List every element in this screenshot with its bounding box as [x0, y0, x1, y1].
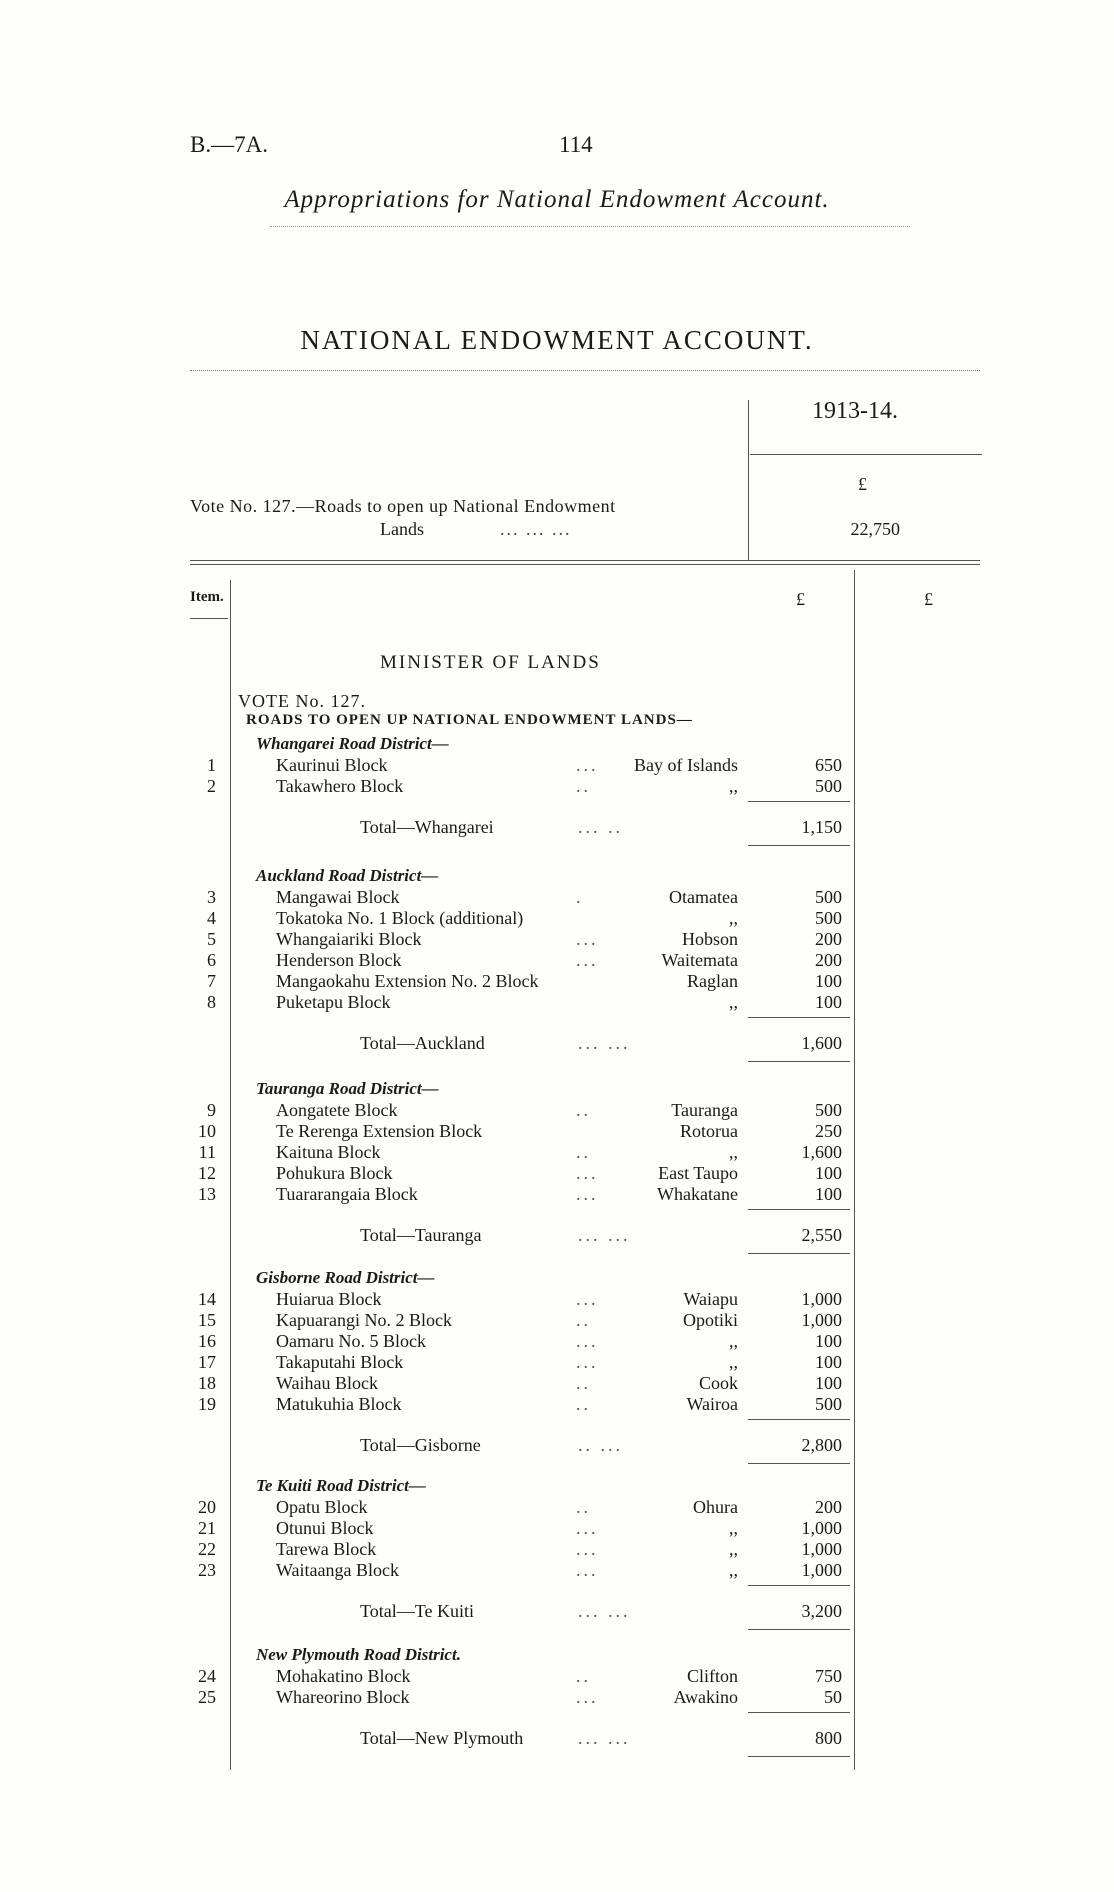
location-name: ,,	[729, 1352, 738, 1372]
subtotal-rule	[748, 1585, 850, 1586]
item-amount: 1,000	[801, 1560, 842, 1580]
item-amount: 50	[824, 1687, 842, 1707]
summary-vote-label-continued: Lands	[380, 519, 424, 539]
minister-heading: MINISTER OF LANDS	[380, 652, 601, 673]
summary-vote-amount: 22,750	[850, 519, 900, 539]
item-amount: 100	[815, 1184, 842, 1204]
location-name: Waitemata	[661, 950, 738, 970]
location-name: Bay of Islands	[634, 755, 738, 775]
leader-dots: ...	[576, 1539, 599, 1559]
district-heading: Te Kuiti Road District—	[256, 1476, 426, 1495]
item-column-header: Item.	[190, 589, 224, 605]
block-name: Takaputahi Block	[276, 1352, 404, 1372]
location-name: ,,	[729, 1142, 738, 1162]
page-title: NATIONAL ENDOWMENT ACCOUNT.	[300, 325, 814, 355]
item-number: 25	[198, 1687, 216, 1707]
item-amount: 200	[815, 950, 842, 970]
leader-dots: ..	[576, 1373, 591, 1393]
item-number: 18	[198, 1373, 216, 1393]
block-name: Puketapu Block	[276, 992, 391, 1012]
total-leader-dots: ... ..	[578, 817, 623, 837]
total-column-header: £	[924, 589, 933, 609]
year-rule	[750, 454, 982, 455]
item-amount: 100	[815, 992, 842, 1012]
item-number: 10	[198, 1121, 216, 1141]
item-amount: 500	[815, 887, 842, 907]
item-number: 6	[207, 950, 216, 970]
total-leader-dots: ... ...	[578, 1033, 631, 1053]
location-name: Ohura	[693, 1497, 738, 1517]
leader-dots: ..	[576, 1394, 591, 1414]
district-total-label: Total—Whangarei	[360, 817, 494, 837]
item-amount: 500	[815, 1100, 842, 1120]
block-name: Tuararangaia Block	[276, 1184, 418, 1204]
summary-pound-symbol: £	[858, 474, 867, 494]
district-total-amount: 3,200	[801, 1601, 842, 1621]
location-name: Wairoa	[686, 1394, 738, 1414]
total-rule	[748, 1756, 850, 1757]
item-amount: 200	[815, 1497, 842, 1517]
block-name: Tokatoka No. 1 Block (additional)	[276, 908, 524, 928]
block-name: Matukuhia Block	[276, 1394, 402, 1414]
summary-rule-top	[190, 560, 980, 561]
item-number: 9	[207, 1100, 216, 1120]
district-total-amount: 1,150	[801, 817, 842, 837]
subtotal-rule	[748, 1209, 850, 1210]
district-total-label: Total—New Plymouth	[360, 1728, 524, 1748]
location-name: ,,	[729, 1518, 738, 1538]
block-name: Kaituna Block	[276, 1142, 381, 1162]
item-amount: 100	[815, 1163, 842, 1183]
header-rule	[270, 226, 910, 227]
block-name: Aongatete Block	[276, 1100, 398, 1120]
total-leader-dots: ... ...	[578, 1225, 631, 1245]
leader-dots: ...	[576, 929, 599, 949]
running-title: Appropriations for National Endowment Account.	[284, 186, 830, 213]
block-name: Opatu Block	[276, 1497, 368, 1517]
location-name: Raglan	[687, 971, 738, 991]
leader-dots: ...	[576, 1352, 599, 1372]
summary-rule-bottom	[190, 564, 980, 565]
item-amount: 100	[815, 1352, 842, 1372]
summary-dots: ... ... ...	[500, 519, 572, 539]
summary-year: 1913-14.	[812, 398, 898, 424]
block-name: Henderson Block	[276, 950, 402, 970]
district-total-label: Total—Te Kuiti	[360, 1601, 474, 1621]
vote-heading: VOTE No. 127.	[238, 691, 366, 711]
leader-dots: ..	[576, 1100, 591, 1120]
district-total-label: Total—Auckland	[360, 1033, 485, 1053]
item-amount: 650	[815, 755, 842, 775]
total-rule	[748, 1061, 850, 1062]
item-number: 11	[198, 1142, 216, 1162]
item-number: 1	[207, 755, 216, 775]
location-name: Opotiki	[682, 1310, 738, 1330]
item-number: 8	[207, 992, 216, 1012]
leader-dots: ...	[576, 1560, 599, 1580]
location-name: ,,	[729, 776, 738, 796]
item-column-divider	[230, 580, 231, 1770]
subtotal-rule	[748, 1419, 850, 1420]
leader-dots: ..	[576, 1142, 591, 1162]
location-name: Awakino	[673, 1687, 738, 1707]
location-name: ,,	[729, 1560, 738, 1580]
leader-dots: ...	[576, 1518, 599, 1538]
leader-dots: ...	[576, 1331, 599, 1351]
location-name: Rotorua	[680, 1121, 738, 1141]
district-total-amount: 1,600	[801, 1033, 842, 1053]
block-name: Whangaiariki Block	[276, 929, 422, 949]
item-amount: 200	[815, 929, 842, 949]
location-name: Hobson	[681, 929, 738, 949]
item-number: 15	[198, 1310, 216, 1330]
total-leader-dots: ... ...	[578, 1601, 631, 1621]
total-rule	[748, 845, 850, 846]
item-number: 3	[207, 887, 216, 907]
district-heading: Whangarei Road District—	[256, 734, 449, 753]
item-number: 4	[207, 908, 216, 928]
district-total-amount: 2,800	[801, 1435, 842, 1455]
district-heading: New Plymouth Road District.	[256, 1645, 461, 1664]
block-name: Huiarua Block	[276, 1289, 382, 1309]
location-name: ,,	[729, 908, 738, 928]
item-amount: 1,000	[801, 1539, 842, 1559]
location-name: Whakatane	[657, 1184, 738, 1204]
block-name: Waitaanga Block	[276, 1560, 400, 1580]
district-total-label: Total—Gisborne	[360, 1435, 481, 1455]
item-amount: 1,000	[801, 1518, 842, 1538]
summary-divider	[748, 400, 749, 560]
page-number: 114	[559, 132, 593, 157]
item-amount: 750	[815, 1666, 842, 1686]
total-rule	[748, 1253, 850, 1254]
item-amount: 500	[815, 908, 842, 928]
leader-dots: ..	[576, 776, 591, 796]
leader-dots: .	[576, 887, 584, 907]
item-number: 12	[198, 1163, 216, 1183]
item-number: 5	[207, 929, 216, 949]
block-name: Tarewa Block	[276, 1539, 377, 1559]
leader-dots: ...	[576, 950, 599, 970]
subtotal-rule	[748, 1712, 850, 1713]
total-leader-dots: ... ...	[578, 1728, 631, 1748]
district-heading: Auckland Road District—	[256, 866, 439, 885]
leader-dots: ..	[576, 1666, 591, 1686]
item-number: 17	[198, 1352, 216, 1372]
block-name: Mangaokahu Extension No. 2 Block	[276, 971, 539, 991]
location-name: ,,	[729, 1539, 738, 1559]
location-name: Otamatea	[669, 887, 738, 907]
item-header-rule	[190, 618, 228, 619]
amount-column-header: £	[796, 589, 805, 609]
location-name: Clifton	[686, 1666, 738, 1686]
location-name: Waiapu	[683, 1289, 738, 1309]
subtotal-rule	[748, 1017, 850, 1018]
item-number: 16	[198, 1331, 216, 1351]
item-number: 14	[198, 1289, 216, 1309]
block-name: Otunui Block	[276, 1518, 374, 1538]
subtotal-rule	[748, 801, 850, 802]
item-number: 24	[198, 1666, 216, 1686]
total-rule	[748, 1629, 850, 1630]
block-name: Kaurinui Block	[276, 755, 388, 775]
leader-dots: ..	[576, 1310, 591, 1330]
item-amount: 100	[815, 971, 842, 991]
amount-column-divider	[854, 570, 855, 1770]
district-heading: Gisborne Road District—	[256, 1268, 435, 1287]
location-name: East Taupo	[658, 1163, 738, 1183]
location-name: ,,	[729, 992, 738, 1012]
item-number: 19	[198, 1394, 216, 1414]
item-number: 22	[198, 1539, 216, 1559]
roads-heading: ROADS TO OPEN UP NATIONAL ENDOWMENT LANDS—	[246, 712, 693, 728]
block-name: Takawhero Block	[276, 776, 404, 796]
district-total-amount: 2,550	[801, 1225, 842, 1245]
item-amount: 500	[815, 776, 842, 796]
total-leader-dots: .. ...	[578, 1435, 623, 1455]
block-name: Oamaru No. 5 Block	[276, 1331, 426, 1351]
leader-dots: ..	[576, 1497, 591, 1517]
title-rule	[190, 370, 980, 371]
district-heading: Tauranga Road District—	[256, 1079, 439, 1098]
leader-dots: ...	[576, 1163, 599, 1183]
item-amount: 1,600	[801, 1142, 842, 1162]
block-name: Kapuarangi No. 2 Block	[276, 1310, 452, 1330]
item-number: 7	[207, 971, 216, 991]
item-number: 13	[198, 1184, 216, 1204]
item-number: 2	[207, 776, 216, 796]
item-amount: 1,000	[801, 1289, 842, 1309]
block-name: Whareorino Block	[276, 1687, 410, 1707]
summary-vote-label: Vote No. 127.—Roads to open up National Endowment	[190, 496, 616, 516]
leader-dots: ...	[576, 755, 599, 775]
location-name: Cook	[698, 1373, 738, 1393]
total-rule	[748, 1463, 850, 1464]
block-name: Mohakatino Block	[276, 1666, 411, 1686]
item-amount: 100	[815, 1331, 842, 1351]
location-name: Tauranga	[671, 1100, 738, 1120]
item-amount: 250	[815, 1121, 842, 1141]
location-name: ,,	[729, 1331, 738, 1351]
leader-dots: ...	[576, 1184, 599, 1204]
block-name: Te Rerenga Extension Block	[276, 1121, 483, 1141]
item-number: 20	[198, 1497, 216, 1517]
leader-dots: ...	[576, 1687, 599, 1707]
leader-dots: ...	[576, 1289, 599, 1309]
block-name: Pohukura Block	[276, 1163, 393, 1183]
item-number: 21	[198, 1518, 216, 1538]
item-amount: 100	[815, 1373, 842, 1393]
item-amount: 1,000	[801, 1310, 842, 1330]
document-reference: B.—7A.	[190, 132, 268, 157]
district-total-amount: 800	[815, 1728, 842, 1748]
item-amount: 500	[815, 1394, 842, 1414]
block-name: Mangawai Block	[276, 887, 400, 907]
district-total-label: Total—Tauranga	[360, 1225, 482, 1245]
item-number: 23	[198, 1560, 216, 1580]
block-name: Waihau Block	[276, 1373, 379, 1393]
